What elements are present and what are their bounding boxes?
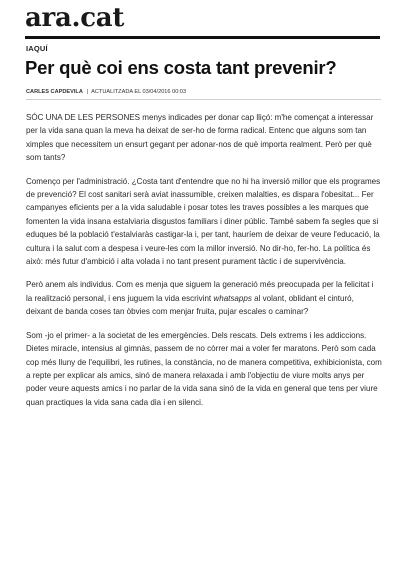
byline-divider [26, 99, 381, 100]
masthead [25, 3, 380, 39]
byline-separator: | [86, 89, 88, 95]
author-name[interactable]: CARLES CAPDEVILA [26, 89, 83, 95]
site-logo[interactable]: ara.cat [25, 3, 125, 33]
paragraph-3-end: al volant, oblidant el cinturó, deixant de banda coses tan òbvies com menjar fruita, pujar escales o caminar? [26, 293, 354, 317]
paragraph-2: Començo per l'administració. ¿Costa tant d'entendre que no hi ha inversió millor que els programes de prevenció? El cost sanitari serà aviat inassumible, creixen malalties, es dispara l'obesitat... Fer campanyes eficients per a la vida saludable i posar totes les traves possibles a les marques que fomenten la vida insana estalviaria disgustos familiars i diner públic. També sabem fa segles que si eduques bé la població t'estalviaràs castigar-la i, per tant, hauríem de deixar de veure l'educació, la cultura i la salut com a despesa i veure-les com la millor inversió. No dir-ho, fer-ho. La política és això: més futur d'ambició i alta volada i no tant present purament tàctic i de supervivència. [26, 176, 381, 267]
masthead-rule [25, 36, 380, 39]
paragraph-3-emphasis: whatsapps [213, 293, 252, 303]
updated-timestamp: ACTUALITZADA EL 03/04/2016 00:03 [91, 89, 187, 95]
section-label[interactable]: IAQUÍ [26, 44, 48, 53]
paragraph-4: Som -jo el primer- a la societat de les emergències. Dels rescats. Dels extrems i les addiccions. Dietes miracle, intensius al gimnàs, passem de no còrrer mai a voler fer maratons. Però som cada cop més lluny de l'equilibri, les rutines, la constància, no de manera competitiva, exhibicionista, com a repte per explicar als amics, sinó de manera relaxada i amb l'objectiu de viure molts anys per poder veure aquests amics i no parlar de la vida sana sinó de la vida en general que tens per viure quan practiques la vida sana cada dia i en silenci. [26, 330, 382, 407]
byline [26, 89, 186, 95]
paragraph-3 [26, 278, 382, 318]
paragraph-1: SÓC UNA DE LES PERSONES menys indicades per donar cap lliçó: m'he començat a interessar per la vida sana quan la meva ha deixat de ser-ho de forma radical. Entenc que alguns som tan ximples que necessitem un ensurt gegant per adonar-nos de què importa realment. Però per què som tants? [26, 113, 374, 163]
article-body [26, 111, 382, 419]
article-title: Per què coi ens costa tant prevenir? [25, 57, 337, 78]
paragraph-3-start: Però anem als individus. Com es menja que siguem la generació més preocupada per la felicitat i la realització personal, i ens juguem la vida escrivint [26, 280, 374, 303]
